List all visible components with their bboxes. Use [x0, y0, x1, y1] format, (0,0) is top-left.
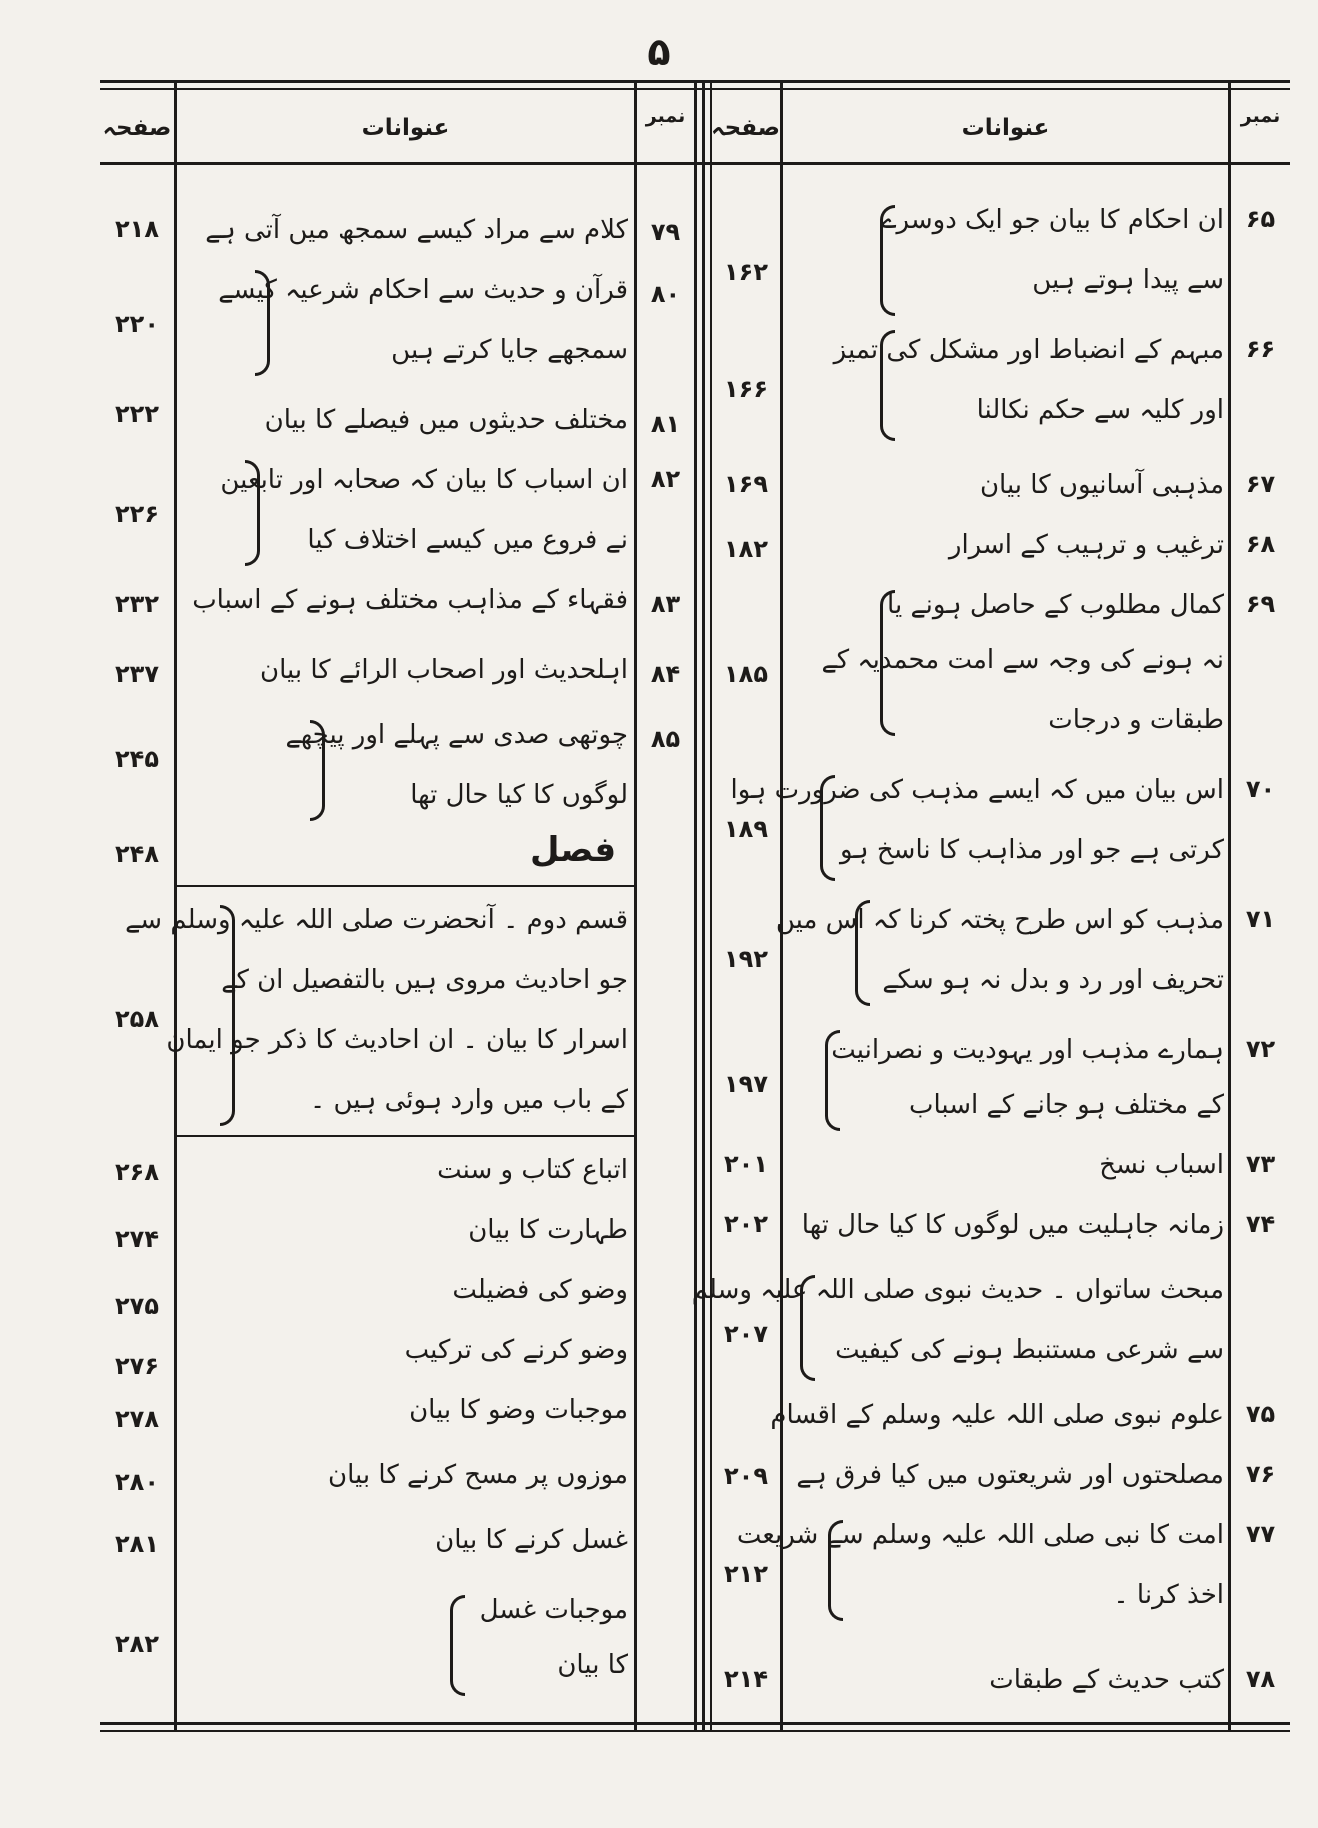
right-row-page: ۱۹۷	[724, 1070, 768, 1098]
left-row-line: موجبات وضو کا بیان	[409, 1395, 628, 1425]
left-row-page: ۲۳۲	[115, 590, 159, 618]
right-row-line: کرتی ہے جو اور مذاہب کا ناسخ ہو	[839, 835, 1224, 865]
header-right-num: نمبر	[1240, 105, 1281, 127]
right-row-line: طبقات و درجات	[1048, 705, 1224, 735]
right-row-line: مبحث ساتواں ۔ حدیث نبوی صلی اللہ علیہ وسلم	[691, 1275, 1224, 1305]
right-row-num: ۷۱	[1245, 905, 1276, 933]
header-left-num: نمبر	[645, 105, 686, 127]
right-row-line: اس بیان میں کہ ایسے مذہب کی ضرورت ہوا	[730, 775, 1224, 805]
left-row-line: اہلحدیث اور اصحاب الرائے کا بیان	[260, 655, 628, 685]
right-row-line: مبہم کے انضباط اور مشکل کی تمیز	[833, 335, 1224, 365]
right-brace	[820, 775, 835, 881]
left-row-line: وضو کی فضیلت	[452, 1275, 628, 1305]
right-row-num: ۶۵	[1245, 205, 1276, 233]
left-row-line: کے باب میں وارد ہوئی ہیں ۔	[310, 1085, 628, 1115]
left-row-line: قسم دوم ۔ آنحضرت صلی اللہ علیہ وسلم سے	[125, 905, 628, 935]
right-row-num: ۷۲	[1245, 1035, 1276, 1063]
left-row-line: چوتھی صدی سے پہلے اور پیچھے	[285, 720, 628, 750]
left-row-line: کا بیان	[557, 1650, 628, 1680]
right-row-line: زمانہ جاہلیت میں لوگوں کا کیا حال تھا	[801, 1210, 1224, 1240]
right-brace	[880, 205, 895, 316]
left-row-line: فقہاء کے مذاہب مختلف ہونے کے اسباب	[192, 585, 628, 615]
header-right-page: صفحہ	[711, 115, 780, 141]
header-left-page: صفحہ	[102, 115, 172, 141]
left-row-page: ۲۸۱	[115, 1530, 159, 1558]
right-brace	[880, 330, 895, 441]
col-rule-center-b	[702, 80, 705, 1732]
left-row-page: ۲۵۸	[115, 1005, 159, 1033]
right-row-line: سے شرعی مستنبط ہونے کی کیفیت	[835, 1335, 1224, 1365]
left-row-page: ۲۷۴	[115, 1225, 159, 1253]
left-row-page: ۲۲۰	[115, 310, 159, 338]
right-row-num: ۶۶	[1245, 335, 1276, 363]
left-row-page: ۲۸۲	[115, 1630, 159, 1658]
left-row-page: ۲۱۸	[115, 215, 159, 243]
right-brace	[825, 1030, 840, 1131]
section-rule-1	[174, 885, 634, 887]
left-row-page: ۲۸۰	[115, 1468, 159, 1496]
fasl-heading: فصل	[530, 830, 617, 870]
right-row-page: ۲۰۹	[724, 1462, 768, 1490]
right-row-line: اخذ کرنا ۔	[1113, 1580, 1224, 1610]
left-row-line: موزوں پر مسح کرنے کا بیان	[328, 1460, 628, 1490]
left-row-page: ۲۴۵	[115, 745, 159, 773]
right-row-line: کتب حدیث کے طبقات	[989, 1665, 1224, 1695]
left-row-line: کلام سے مراد کیسے سمجھ میں آتی ہے	[205, 215, 628, 245]
left-row-line: سمجھے جایا کرتے ہیں	[391, 335, 628, 365]
left-brace	[310, 720, 325, 821]
right-row-page: ۱۸۹	[724, 815, 768, 843]
left-brace	[220, 905, 235, 1126]
left-row-page: ۲۲۶	[115, 500, 159, 528]
left-row-line: لوگوں کا کیا حال تھا	[410, 780, 628, 810]
right-brace	[880, 590, 895, 736]
left-row-line: ان اسباب کا بیان کہ صحابہ اور تابعین	[220, 465, 628, 495]
right-row-page: ۲۱۴	[724, 1665, 768, 1693]
left-row-page: ۲۴۸	[115, 840, 159, 868]
left-row-line: مختلف حدیثوں میں فیصلے کا بیان	[264, 405, 628, 435]
right-row-line: اسباب نسخ	[1099, 1150, 1224, 1180]
left-row-line: نے فروع میں کیسے اختلاف کیا	[307, 525, 628, 555]
left-row-line: موجبات غسل	[479, 1595, 628, 1625]
right-row-line: کے مختلف ہو جانے کے اسباب	[908, 1090, 1224, 1120]
right-brace	[800, 1275, 815, 1381]
right-row-num: ۷۳	[1245, 1150, 1276, 1178]
right-row-page: ۲۰۷	[724, 1320, 768, 1348]
right-row-num: ۷۵	[1245, 1400, 1276, 1428]
left-row-page: ۲۷۶	[115, 1352, 159, 1380]
right-row-line: ان احکام کا بیان جو ایک دوسرے	[881, 205, 1224, 235]
right-row-page: ۲۰۱	[724, 1150, 768, 1178]
right-row-line: مذہبی آسانیوں کا بیان	[979, 470, 1224, 500]
right-row-num: ۶۹	[1245, 590, 1276, 618]
left-row-num: ۸۳	[650, 590, 681, 618]
left-row-line: جو احادیث مروی ہیں بالتفصیل ان کے	[221, 965, 628, 995]
right-row-num: ۶۸	[1245, 530, 1276, 558]
right-row-page: ۱۸۲	[724, 535, 768, 563]
page-number: ۵	[647, 30, 671, 74]
right-row-line: ہمارے مذہب اور یہودیت و نصرانیت	[831, 1035, 1224, 1065]
right-row-line: نہ ہونے کی وجہ سے امت محمدیہ کے	[821, 645, 1224, 675]
right-row-page: ۱۸۵	[724, 660, 768, 688]
header-left-title: عنوانات	[361, 115, 450, 141]
left-row-num: ۷۹	[650, 218, 681, 246]
right-row-line: امت کا نبی صلی اللہ علیہ وسلم سے شریعت	[736, 1520, 1224, 1550]
left-row-page: ۲۶۸	[115, 1158, 159, 1186]
left-row-line: قرآن و حدیث سے احکام شرعیہ کیسے	[218, 275, 628, 305]
col-rule-center-a	[694, 80, 697, 1732]
right-row-num: ۷۸	[1245, 1665, 1276, 1693]
left-row-num: ۸۱	[650, 410, 681, 438]
right-row-line: سے پیدا ہوتے ہیں	[1032, 265, 1224, 295]
right-row-num: ۷۰	[1245, 775, 1276, 803]
left-row-page: ۲۳۷	[115, 660, 159, 688]
right-row-num: ۷۶	[1245, 1460, 1276, 1488]
left-row-line: غسل کرنے کا بیان	[435, 1525, 628, 1555]
right-brace	[828, 1520, 843, 1621]
left-row-page: ۲۷۸	[115, 1405, 159, 1433]
right-row-line: ترغیب و ترہیب کے اسرار	[948, 530, 1224, 560]
right-row-page: ۲۱۲	[724, 1560, 768, 1588]
left-brace	[245, 460, 260, 566]
left-row-num: ۸۵	[650, 725, 681, 753]
left-row-page: ۲۷۵	[115, 1292, 159, 1320]
right-row-line: اور کلیہ سے حکم نکالنا	[976, 395, 1224, 425]
left-row-page: ۲۲۲	[115, 400, 159, 428]
left-row-line: وضو کرنے کی ترکیب	[404, 1335, 628, 1365]
left-row-num: ۸۲	[650, 465, 681, 493]
left-row-line: طہارت کا بیان	[468, 1215, 628, 1245]
right-row-page: ۱۶۲	[724, 258, 768, 286]
col-rule-left-num	[634, 80, 637, 1732]
right-row-line: علوم نبوی صلی اللہ علیہ وسلم کے اقسام	[770, 1400, 1224, 1430]
right-row-line: مصلحتوں اور شریعتوں میں کیا فرق ہے	[796, 1460, 1224, 1490]
right-row-page: ۲۰۲	[724, 1210, 768, 1238]
right-row-line: مذہب کو اس طرح پختہ کرنا کہ اس میں	[775, 905, 1224, 935]
left-brace	[450, 1595, 465, 1696]
right-row-page: ۱۶۶	[724, 375, 768, 403]
right-row-line: تحریف اور رد و بدل نہ ہو سکے	[882, 965, 1224, 995]
left-row-num: ۸۴	[650, 660, 681, 688]
left-brace	[255, 270, 270, 376]
right-row-page: ۱۹۲	[724, 945, 768, 973]
left-row-num: ۸۰	[650, 280, 681, 308]
right-row-line: کمال مطلوب کے حاصل ہونے یا	[887, 590, 1224, 620]
right-row-num: ۶۷	[1245, 470, 1276, 498]
header-right-title: عنوانات	[961, 115, 1050, 141]
section-rule-2	[174, 1135, 634, 1137]
right-row-page: ۱۶۹	[724, 470, 768, 498]
right-brace	[855, 900, 870, 1006]
right-row-num: ۷۷	[1245, 1520, 1276, 1548]
right-row-num: ۷۴	[1245, 1210, 1276, 1238]
left-row-line: اتباع کتاب و سنت	[437, 1155, 628, 1185]
left-row-line: اسرار کا بیان ۔ ان احادیث کا ذکر جو ایمان	[166, 1025, 628, 1055]
